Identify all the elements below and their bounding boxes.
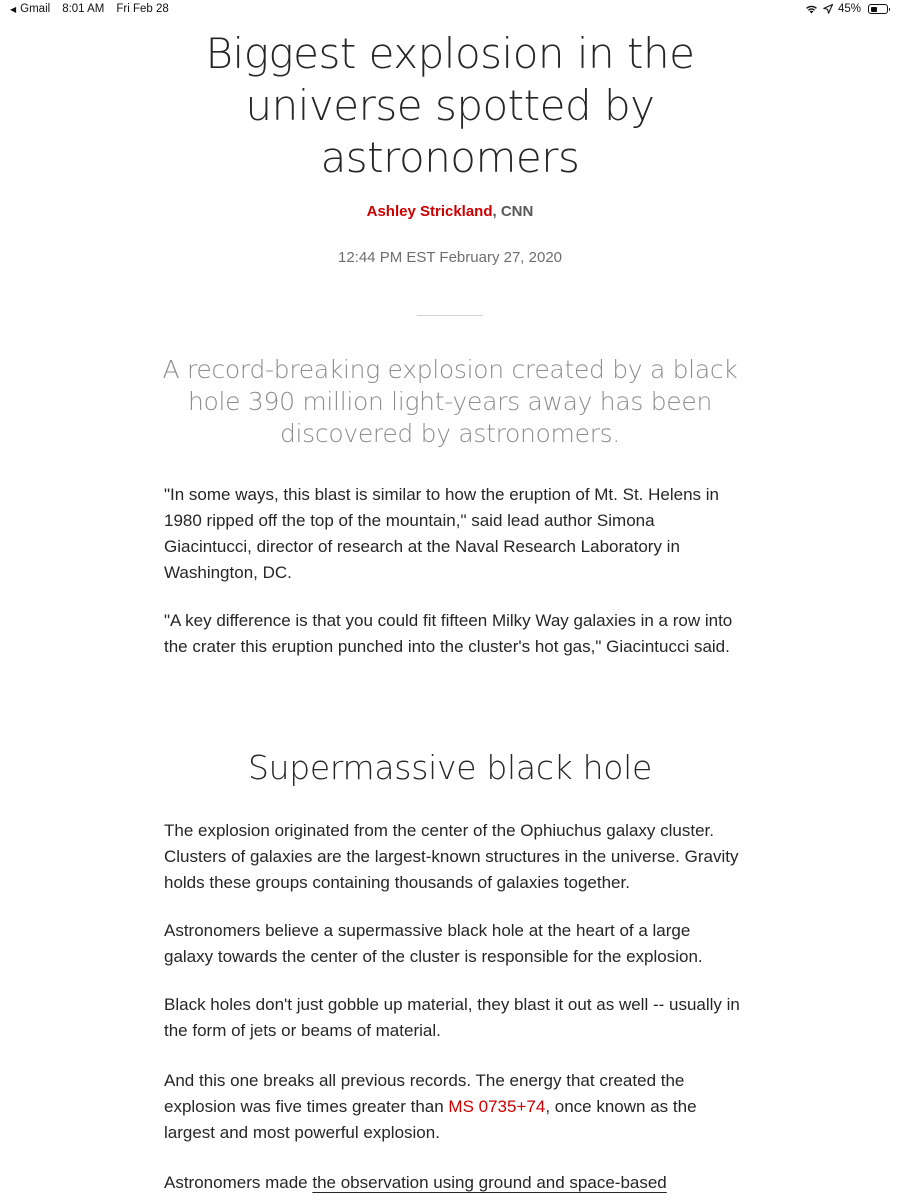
article-headline: Biggest explosion in the universe spotted by astronomers — [205, 29, 695, 182]
paragraph: "In some ways, this blast is similar to how the eruption of Mt. St. Helens in 1980 ripped off the top of the mountain," said lead author Simona Giacintucci, director of research at the Naval Research Laboratory in Washington, DC. — [164, 485, 719, 582]
battery-level — [871, 7, 877, 12]
status-date: Fri Feb 28 — [116, 3, 169, 15]
ms0735-link[interactable]: MS 0735+74 — [448, 1097, 546, 1116]
location-arrow-icon — [823, 4, 833, 14]
paragraph: Astronomers believe a supermassive black hole at the heart of a large galaxy towards the center of the cluster is responsible for the explosion. — [164, 921, 703, 966]
source-label: , CNN — [492, 203, 534, 220]
section-heading: Supermassive black hole — [247, 748, 653, 787]
battery-percent: 45% — [837, 3, 861, 15]
paragraph: Black holes don't just gobble up material, they blast it out as well -- usually in the form of jets or beams of material. — [164, 995, 740, 1040]
observation-link[interactable]: the observation using ground and space-based — [312, 1173, 667, 1192]
author-link[interactable]: Ashley Strickland — [366, 203, 493, 220]
paragraph-observation — [164, 1170, 744, 1196]
paragraph: The explosion originated from the center of the Ophiuchus galaxy cluster. Clusters of galaxies are the largest-known structures in the universe. Gravity holds these groups containing thousands of galaxies together. — [164, 821, 739, 892]
divider — [417, 315, 483, 316]
paragraph-text: Astronomers made — [164, 1173, 313, 1192]
battery-icon — [868, 4, 888, 14]
article-summary: A record-breaking explosion created by a black hole 390 million light-years away has been discovered by astronomers. — [162, 355, 738, 448]
paragraph-records — [164, 1068, 744, 1146]
paragraph-text: And this one breaks all previous records. The energy that created the explosion was five times greater than — [164, 1071, 685, 1116]
paragraph-text: , once known as the largest and most powerful explosion. — [164, 1097, 697, 1142]
wifi-icon — [805, 4, 818, 14]
status-bar — [0, 0, 900, 22]
back-app-label[interactable]: Gmail — [20, 3, 51, 15]
status-time: 8:01 AM — [62, 3, 105, 15]
paragraph: "A key difference is that you could fit fifteen Milky Way galaxies in a row into the crater this eruption punched into the cluster's hot gas," Giacintucci said. — [164, 611, 733, 656]
byline — [0, 203, 900, 220]
back-arrow-icon[interactable]: ◀ — [10, 4, 17, 14]
publish-timestamp: 12:44 PM EST February 27, 2020 — [337, 249, 563, 266]
